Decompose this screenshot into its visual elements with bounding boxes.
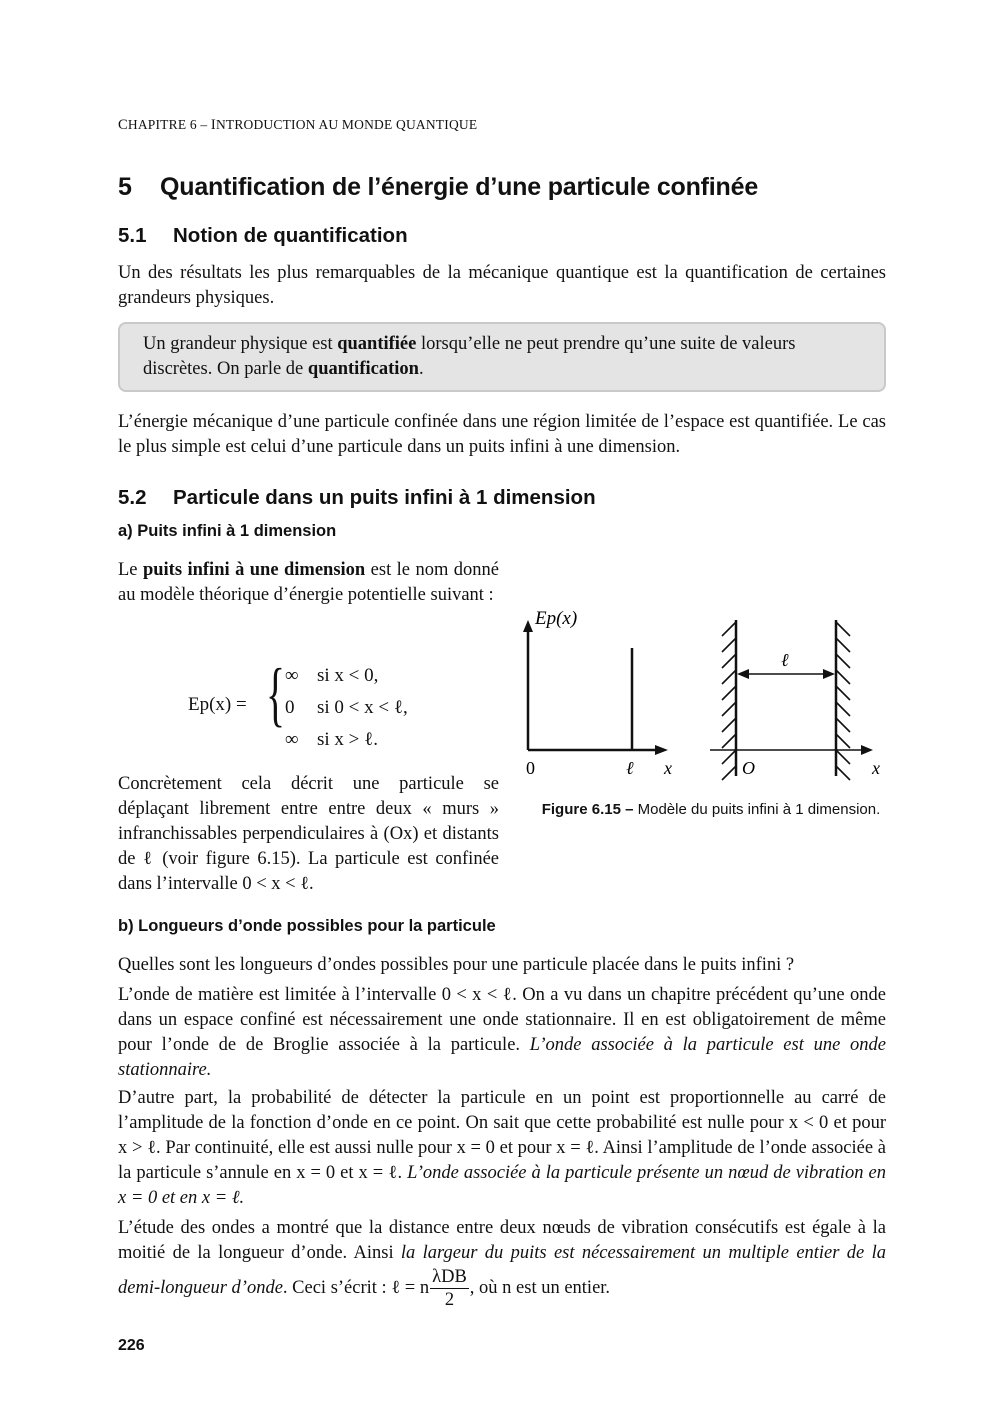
paragraph-energy: L’énergie mécanique d’une particule confinée dans une région limitée de l’espace est quantifiée. Le cas le plus simple est celui d’une particule dans un puits infini à une dimension. — [118, 412, 886, 457]
figure-6-15 — [518, 600, 888, 790]
section-title: 5 Quantification de l’énergie d’une particule confinée — [118, 173, 759, 201]
subsection-5-1-title: 5.1 Notion de quantification — [118, 224, 408, 247]
width-label: ℓ — [781, 650, 789, 670]
wavelength-fraction: $\frac{\text{λDB}}{2}$ — [432, 1267, 467, 1310]
running-head: CHAPITRE 6 – INTRODUCTION AU MONDE QUANTIQUE — [118, 117, 478, 133]
paragraph-standing-wave: L’onde de matière est limitée à l’intervalle 0 < x < ℓ. On a vu dans un chapitre précédent qu’une onde dans un espace confiné est nécessairement une onde stationnaire. Il en est obligatoirement de même pour l’onde de de Broglie associée à la particule. L’onde associée à la particule est une onde stationnaire. — [118, 985, 886, 1080]
y-axis-arrow-icon — [523, 620, 533, 632]
O-label: O — [742, 758, 755, 778]
definition-box — [118, 322, 886, 392]
subsection-5-2-title: 5.2 Particule dans un puits infini à 1 dimension — [118, 486, 596, 509]
puits-description-text: Concrètement cela décrit une particule se déplaçant librement entre entre deux « murs » infranchissables perpendiculaires à (Ox) et distants de ℓ (voir figure 6.15). La particule est confinée dans l’intervalle 0 < x < ℓ. — [118, 774, 499, 894]
paragraph-heading-b: b) Longueurs d’onde possibles pour la particule — [118, 917, 496, 935]
equation-row: 0 si 0 < x < ℓ, — [285, 697, 408, 718]
dimension-arrow-left-icon — [737, 669, 749, 679]
dimension-arrow-right-icon — [823, 669, 835, 679]
x-axis-2-arrow-icon — [861, 745, 873, 755]
paragraph-nodes: D’autre part, la probabilité de détecter la particule en un point est proportionnelle au carré de l’amplitude de la fonction d’onde en ce point. On sait que cette probabilité est nulle pour x < 0 et pour x > ℓ. Par continuité, elle est aussi nulle pour x = 0 et pour x = ℓ. Ainsi l’amplitude de l’onde associée à la particule s’annule en x = 0 et x = ℓ. L’onde associée à la particule présente un nœud de vibration en x = 0 et en x = ℓ. — [118, 1088, 887, 1208]
x-label-2: x — [872, 758, 880, 778]
puits-definition-text: Le puits infini à une dimension est le nom donné au modèle théorique d’énergie potentielle suivant : — [118, 560, 499, 605]
equation-row: ∞ si x < 0, — [285, 665, 379, 686]
paragraph-quantization: L’étude des ondes a montré que la distance entre deux nœuds de vibration consécutifs est égale à la moitié de la longueur d’onde. Ainsi la largeur du puits est nécessairement un multiple entier de la demi-longueur d’onde. Ceci s’écrit : ℓ = n $\frac{\text{λDB}}{2}$ , où n est un entier. — [118, 1218, 886, 1310]
paragraph-question: Quelles sont les longueurs d’ondes possibles pour une particule placée dans le puits infini ? — [118, 955, 795, 975]
paragraph-intro: Un des résultats les plus remarquables de la mécanique quantique est la quantification de certaines grandeurs physiques. — [118, 263, 886, 308]
equation-row: ∞ si x > ℓ. — [285, 729, 378, 750]
x-label: x — [664, 758, 672, 778]
equation-brace: { — [266, 654, 286, 734]
x-axis-arrow-icon — [655, 745, 668, 755]
ell-label: ℓ — [626, 758, 634, 778]
page-number: 226 — [118, 1337, 145, 1354]
definition-text: Un grandeur physique est quantifiée lorsqu’elle ne peut prendre qu’une suite de valeurs discrètes. On parle de quantification. — [143, 334, 796, 379]
right-wall-hatching — [836, 622, 850, 780]
equation-lhs: Ep(x) = — [188, 694, 247, 715]
well-diagram — [518, 600, 888, 790]
origin-label: 0 — [526, 758, 535, 778]
figure-caption: Figure 6.15 – Modèle du puits infini à 1 dimension. — [541, 801, 881, 818]
paragraph-heading-a: a) Puits infini à 1 dimension — [118, 522, 337, 540]
ylabel: Ep(x) — [535, 608, 578, 629]
left-wall-hatching — [722, 622, 736, 780]
equation-cases — [285, 660, 408, 756]
